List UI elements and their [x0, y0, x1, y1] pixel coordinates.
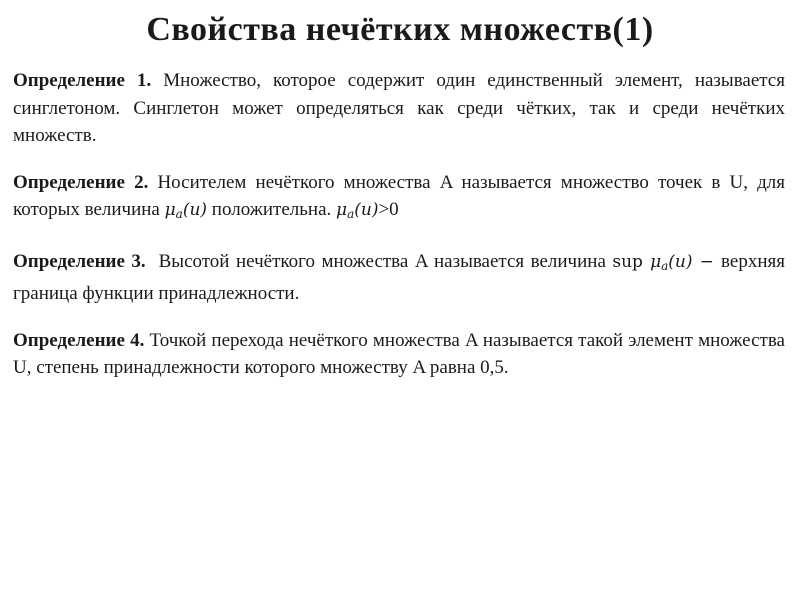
- definition-3-text-before: Высотой нечёткого множества A называется величина: [145, 250, 613, 272]
- dash-symbol: −: [692, 251, 722, 272]
- definition-4-text: Точкой перехода нечёткого множества A называется такой элемент множества U, степень принадлежности которого множеству A равна 0,5.: [13, 329, 785, 378]
- definition-1: [13, 67, 785, 150]
- slide-content: [13, 67, 785, 401]
- mu-argument: (u): [182, 200, 208, 220]
- mu-argument: (u): [354, 200, 379, 220]
- mu-formula-1: [165, 200, 207, 220]
- definition-3: [13, 248, 785, 308]
- definition-3-text-after: верхняя граница функции принадлежности.: [13, 250, 785, 304]
- slide-title: Свойства нечётких множеств(1): [146, 11, 654, 48]
- definition-1-lead: Определение 1.: [13, 70, 152, 91]
- definition-1-text: Множество, которое содержит один единственный элемент, называется синглетоном. Синглетон может определяться как среди чётких, так и среди нечётких множеств.: [13, 70, 785, 146]
- definition-2: [13, 169, 785, 229]
- definition-2-text-middle: положительна.: [207, 199, 337, 220]
- mu-symbol: μ: [164, 200, 176, 220]
- definition-2-text-after: >0: [378, 199, 399, 220]
- mu-symbol: μ: [336, 200, 348, 220]
- definition-2-lead: Определение 2.: [13, 171, 149, 193]
- definition-2-text-before: Носителем нечёткого множества A называется множество точек в U, для которых величина: [13, 171, 785, 220]
- mu-argument: (u): [668, 251, 693, 272]
- mu-subscript: a: [347, 207, 355, 221]
- definition-4-lead: Определение 4.: [13, 329, 145, 351]
- mu-formula-2: [336, 200, 378, 220]
- mu-subscript: a: [661, 258, 669, 273]
- definition-3-lead: Определение 3.: [13, 250, 146, 272]
- mu-formula-3: [650, 252, 692, 272]
- mu-subscript: a: [175, 207, 183, 221]
- definition-4: [13, 327, 785, 382]
- mu-symbol: μ: [650, 251, 662, 272]
- sup-operator: sup: [612, 251, 651, 272]
